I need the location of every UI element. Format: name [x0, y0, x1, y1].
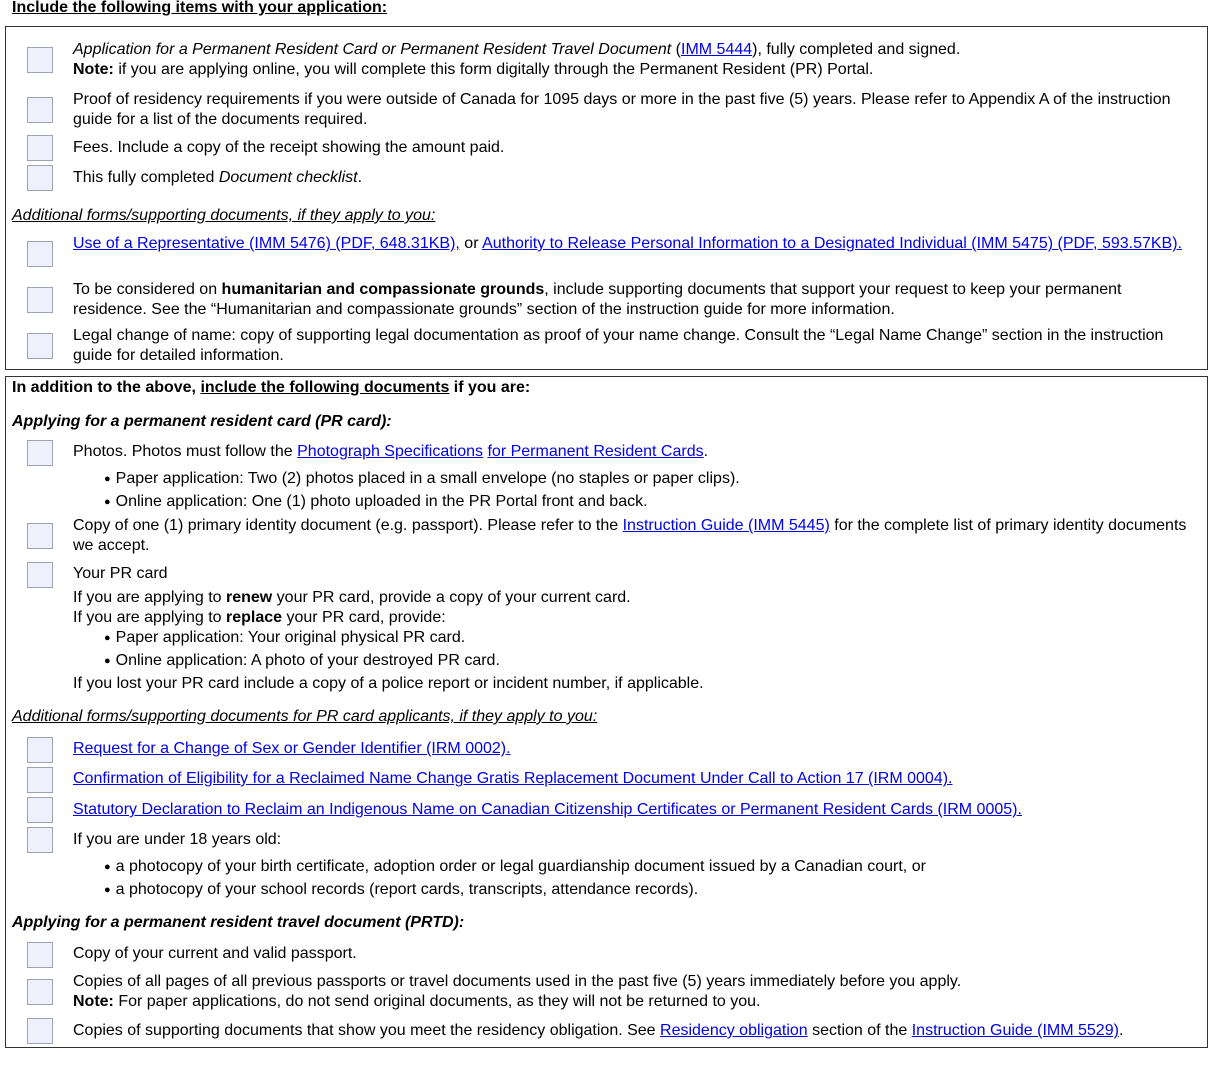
checkbox-under-18[interactable] — [27, 827, 53, 853]
item-proof-of-residency: Proof of residency requirements if you were outside of Canada for 1095 days or more in the past five (5) years. Please refer to Appendix A of the instruction guide for a list of the documents required. — [73, 91, 1171, 128]
section2-intro: In addition to the above, include the following documents if you are: — [12, 379, 531, 396]
checkbox-humanitarian-grounds[interactable] — [27, 287, 53, 313]
checkbox-pr-card[interactable] — [27, 562, 53, 588]
checkbox-irm-0005[interactable] — [27, 797, 53, 823]
link-photograph-specifications[interactable]: Photograph Specifications — [297, 443, 484, 460]
item-document-checklist: This fully completed Document checklist. — [73, 169, 363, 186]
link-irm-0005[interactable]: Statutory Declaration to Reclaim an Indigenous Name on Canadian Citizenship Certificates or Permanent Resident Cards (IRM 0005). — [73, 801, 1022, 818]
item-residency-obligation: Copies of supporting documents that show you meet the residency obligation. See Residency obligation section of the Instruction Guide (IMM 5529). — [73, 1022, 1124, 1039]
item-fees: Fees. Include a copy of the receipt showing the amount paid. — [73, 139, 505, 156]
item-under-18-title: If you are under 18 years old: — [73, 831, 282, 848]
pr-card-additional-label: Additional forms/supporting documents for PR card applicants, if they apply to you: — [12, 708, 598, 725]
checkbox-legal-name-change[interactable] — [27, 333, 53, 359]
item-pr-card-title: Your PR card — [73, 565, 168, 582]
checkbox-photos[interactable] — [27, 440, 53, 466]
bullet-under-18-school-records: ● a photocopy of your school records (report cards, transcripts, attendance records). — [104, 880, 698, 901]
checkbox-previous-passports[interactable] — [27, 979, 53, 1005]
checkbox-document-checklist[interactable] — [27, 165, 53, 191]
item-pr-card-replace: If you are applying to replace your PR card, provide: — [73, 609, 446, 626]
item-current-passport: Copy of your current and valid passport. — [73, 945, 357, 962]
item-pr-card-lost: If you lost your PR card include a copy of a police report or incident number, if applicable. — [73, 675, 704, 692]
checkbox-identity-document[interactable] — [27, 523, 53, 549]
bullet-photo-paper: ● Paper application: Two (2) photos placed in a small envelope (no staples or paper clips). — [104, 469, 740, 490]
bullet-pr-card-online: ● Online application: A photo of your destroyed PR card. — [104, 651, 500, 672]
link-residency-obligation[interactable]: Residency obligation — [660, 1022, 808, 1039]
checkbox-fees[interactable] — [27, 135, 53, 161]
link-imm-5475[interactable]: Authority to Release Personal Information to a Designated Individual (IMM 5475) (PDF, 593.57KB). — [482, 235, 1182, 252]
bullet-photo-online: ● Online application: One (1) photo uploaded in the PR Portal front and back. — [104, 492, 648, 513]
bullet-pr-card-paper: ● Paper application: Your original physical PR card. — [104, 628, 465, 649]
pr-card-heading: Applying for a permanent resident card (PR card): — [12, 413, 392, 430]
checkbox-current-passport[interactable] — [27, 942, 53, 968]
link-imm-5476[interactable]: Use of a Representative (IMM 5476) (PDF, 648.31KB), — [73, 235, 460, 252]
checkbox-proof-of-residency[interactable] — [27, 97, 53, 123]
item-irm-0005 — [73, 800, 1193, 820]
checkbox-irm-0002[interactable] — [27, 737, 53, 763]
checkbox-irm-0004[interactable] — [27, 767, 53, 793]
item-legal-name-change: Legal change of name: copy of supporting legal documentation as proof of your name change. Consult the “Legal Name Change” section in the instruction guide for detailed information. — [73, 327, 1164, 364]
prtd-heading: Applying for a permanent resident travel document (PRTD): — [12, 914, 465, 931]
link-imm-5444[interactable]: IMM 5444 — [681, 41, 753, 58]
link-pr-cards-photos[interactable]: for Permanent Resident Cards — [487, 443, 704, 460]
checkbox-application-form[interactable] — [27, 47, 53, 73]
item-pr-card-renew: If you are applying to renew your PR card, provide a copy of your current card. — [73, 589, 631, 606]
item-representative-forms: Use of a Representative (IMM 5476) (PDF, 648.31KB), or Authority to Release Personal Information to a Designated Individual (IMM 5475) (PDF, 593.57KB). — [73, 235, 1182, 252]
checkbox-representative-forms[interactable] — [27, 241, 53, 267]
item-application-form: Application for a Permanent Resident Card or Permanent Resident Travel Document (IMM 5444), fully completed and signed. Note: if you are applying online, you will complete this form digitally through the Permanent Resident (PR) Portal. — [73, 41, 961, 78]
checkbox-residency-obligation[interactable] — [27, 1018, 53, 1044]
item-irm-0004 — [73, 769, 1193, 789]
additional-forms-label: Additional forms/supporting documents, if they apply to you: — [12, 207, 436, 224]
item-identity-document: Copy of one (1) primary identity document (e.g. passport). Please refer to the Instruction Guide (IMM 5445) for the complete list of primary identity documents we accept. — [73, 517, 1187, 554]
bullet-under-18-birth-certificate: ● a photocopy of your birth certificate, adoption order or legal guardianship document issued by a Canadian court, or — [104, 857, 926, 878]
link-imm-5529[interactable]: Instruction Guide (IMM 5529) — [911, 1022, 1119, 1039]
item-humanitarian-grounds: To be considered on humanitarian and compassionate grounds, include supporting documents that support your request to keep your permanent residence. See the “Humanitarian and compassionate grounds” section of the instruction guide for more information. — [73, 281, 1122, 318]
link-imm-5445[interactable]: Instruction Guide (IMM 5445) — [622, 517, 830, 534]
link-irm-0002[interactable]: Request for a Change of Sex or Gender Identifier (IRM 0002). — [73, 740, 511, 757]
item-irm-0002 — [73, 739, 1193, 759]
item-photos: Photos. Photos must follow the Photograph Specifications for Permanent Resident Cards. — [73, 443, 709, 460]
item-previous-passports: Copies of all pages of all previous passports or travel documents used in the past five (5) years immediately before you apply. Note: For paper applications, do not send original documents, as they will not be returned to you. — [73, 973, 962, 1010]
link-irm-0004[interactable]: Confirmation of Eligibility for a Reclaimed Name Change Gratis Replacement Document Under Call to Action 17 (IRM 0004). — [73, 770, 953, 787]
page-heading: Include the following items with your application: — [12, 0, 388, 16]
